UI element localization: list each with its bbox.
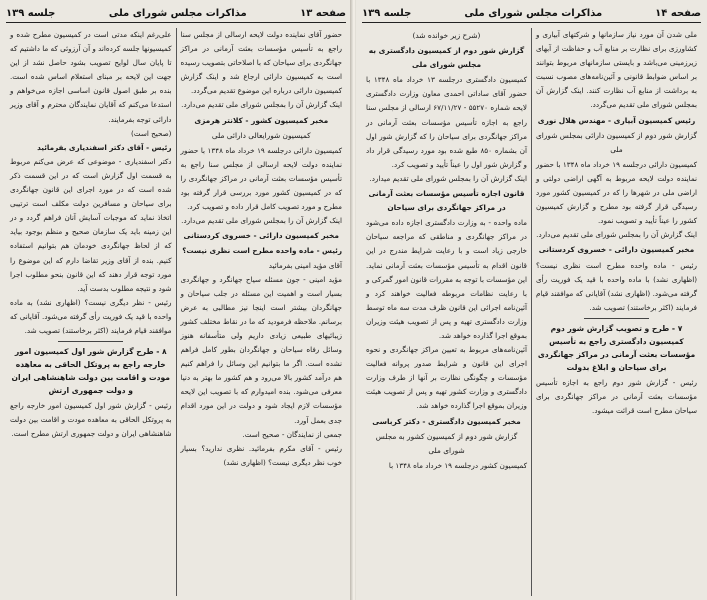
paragraph: جمعی از نمایندگان - صحیح است. <box>242 429 342 439</box>
report-title: گزارش شور دوم از کمیسیون دارائی بمجلس شورای ملی <box>536 130 697 154</box>
left-column-inner <box>177 28 347 596</box>
speaker-line: رئیس - آقای دکتر اسفندیاری بفرمائید <box>37 142 172 152</box>
right-page-header <box>362 4 701 23</box>
speaker-line: رئیس - ماده واحده مطرح است نظری نیست؟ <box>182 246 342 256</box>
left-column-outer <box>6 28 177 596</box>
reading-note: (شرح زیر خوانده شد) <box>412 31 481 40</box>
law-title: قانون اجازه تأسیس مؤسسات بعثت آرمانی در مراکز جهانگردی برای سیاحان <box>368 189 525 213</box>
paragraph: دکتر اسفندیاری - موضوعی که عرض می‌کنم مربوط به قسمت اول گزارش است که در این قسمت ذکر شده است که در مورد اجرای این قانون جهانگردی برای سیاحان و مسافرین دولت مکلف است ترتیبی اتخاذ نماید که موجبات آسایش آنان فراهم گردد و در این زمینه باید یک سازمان صحیح و منظم بوجود بیاید که از لحاظ جهانگردی خودمان هم بتوانیم استفاده کنیم. بنده از آقای وزیر تقاضا دارم که این موضوع را مورد توجه قرار دهند که این قانون بنحو مطلوب اجرا شود و نتیجه مطلوب بدست آید. <box>10 156 172 293</box>
paragraph: کمیسیون دارائی درجلسه ۱۹ خرداد ماه ۱۳۴۸ با حضور نماینده دولت لایحه مربوط به آگهی اراضی دولتی و اراضی ملی در شهر‌ها را که در کمیسیون کشور مورد رسیدگی قرار گرفته بود مطرح و گزارش کمیسیون کشور را عیناً تأیید و تصویب نمود. <box>536 159 697 226</box>
paragraph: کمیسیون دارائی درجلسه ۱۹ خرداد ماه ۱۳۴۸ با حضور نماینده دولت لایحه ارسالی از مجلس سنا راجع به تأسیس مؤسسات بعثت آرمانی در مراکز جهانگردی را که در کمیسیون کشور مورد بررسی قرار گرفته بود مطرح و مورد تصویب کامل قرار داده و تصویب کرد. <box>180 145 342 212</box>
signature-line: رئیس کمیسیون آبیاری - مهندس هلال نوری <box>537 115 696 125</box>
paragraph: رئیس - ماده واحده مطرح است نظری نیست؟ (اظهاری نشد) با ماده واحده با قید یک فوریت رأی گرفته می‌شود. (اظهاری نشد) آقایانی که موافقند قیام فرمایند (اکثر برخاستند) تصویب شد. <box>536 260 697 312</box>
right-page <box>356 0 707 600</box>
left-page-columns <box>6 28 346 596</box>
paragraph: مؤید امینی - جون مسئله سیاح جهانگرد و جهانگردی بسیار است و اهمیت این مسئله در جلب سیاحان و جهانگردان بیشتر است اینجا نیز مطالبی به عرض برسانم. ملاحظه فرمودید که ما در نقاط مختلف کشور زیبائیهای طبیعی زیادی داریم ولی متأسفانه هنوز وسائل رفاه سیاحان و جهانگردان بطور کامل فراهم نشده است. اگر ما بتوانیم این وسائل را فراهم کنیم هم درآمد کشور بالا می‌رود و هم کشور ما بهتر به دنیا معرفی می‌شود. بنده امیدوارم که با تصویب این لایحه مؤسسات لازم ایجاد شود و دولت در این مورد اقدام جدی بعمل آورد. <box>180 274 342 425</box>
paragraph: علی‌رغم اینکه مدتی است در کمیسیون مطرح شده و کمیسیونها جلسه کرده‌اند و آن آرزوئی که ما داشتیم که تا پایان سال لوایح تصویب بشود حاصل نشد از این جهت این لایحه بر مبنای استعلام اساس شده است. بنده بر طبق اصول قانون اساسی اجازه می‌خواهم و استدعا می‌کنم که آقایان نمایندگان محترم و آقای وزیر دارائی توجه بفرمایند. <box>10 30 172 124</box>
paragraph: آقای مؤید امینی بفرمائید <box>268 260 342 270</box>
signature-line: مخبر کمیسیون دارائی - خسروی کردستانی <box>538 245 695 255</box>
section-divider <box>58 341 123 342</box>
section-heading: ۸ - طرح گزارش شور اول کمیسیون امور خارجه راجع به پروتکل الحاقی به معاهده مودت و اقامت بین دولت شاهنشاهی ایران و دولت جمهوری ارتش <box>11 347 170 396</box>
right-column-inner <box>362 28 532 596</box>
left-page-session: جلسه ۱۳۹ <box>6 7 56 19</box>
report-title: گزارش شور دوم از کمیسیون دادگستری به مجلس شورای ملی <box>368 46 525 70</box>
left-page <box>0 0 352 600</box>
section-heading: ۷ - طرح و تصویب گزارش شور دوم کمیسیون دادگستری راجع به تأسیس مؤسسات بعثت آرمانی در مراکز جهانگردی برای سیاحان و ابلاغ بدولت <box>537 323 696 372</box>
report-title: گزارش شور دوم از کمیسیون کشور به مجلس شورای ملی <box>375 431 518 455</box>
paragraph: ماده واحده - به وزارت دادگستری اجازه داده می‌شود در مراکز جهانگردی و مناطقی که مراجعه سیاحان خارجی زیاد است و با رعایت شرایط مندرج در این قانون اقدام به تأسیس مؤسسات بعثت آرمانی نماید. این مؤسسات با توجه به مقررات قانون امور گمرکی و با رعایت نظامات مربوطه فعالیت خواهند کرد و آئین‌نامه اجرائی این قانون ظرف مدت سه ماه توسط وزارت دادگستری تهیه و پس از تصویب هیئت وزیران بموقع اجرا گذارده خواهد شد. <box>366 218 527 340</box>
left-page-header <box>6 4 346 23</box>
right-column-outer <box>532 28 701 596</box>
paragraph: رئیس - نظر دیگری نیست؟ (اظهاری نشد) به ماده واحده با قید یک فوریت رأی گرفته می‌شود. آقایانی که موافقند قیام فرمایند (اکثر برخاستند) تصویب شد. <box>10 297 172 335</box>
paragraph: حضور آقای نماینده دولت لایحه ارسالی از مجلس سنا راجع به تأسیس مؤسسات بعثت آرمانی در مراکز جهانگردی برای سیاحان که با اصلاحاتی بتصویب رسیده است به کمیسیون دارائی ارجاع شد و اینک گزارش کمیسیون دارائی درباره این موضوع تقدیم می‌گردد. <box>180 30 342 96</box>
report-title: کمیسیون شورایعالی دارائی ملی <box>211 130 311 140</box>
section-divider <box>584 318 648 319</box>
paragraph: آئین‌نامه‌های مربوط به تعیین مراکز جهانگردی و نحوه اجرای این قانون و شرایط صدور پروانه فعالیت مؤسسات و چگونگی نظارت بر آنها از طرف وزارت دادگستری و وزارت کشور تهیه و پس از تصویب هیئت وزیران بموقع اجرا گذارده خواهد شد. <box>366 345 527 411</box>
paragraph: کمیسیون دادگستری درجلسه ۱۳ خرداد ماه ۱۳۴۸ با حضور آقای ساداتی احمدی معاون وزارت دادگستری لایحه شماره ۵۵۲۷۰ - ۶۷/۱۱/۲۷ ارسالی از مجلس سنا راجع به اجازه تأسیس مؤسسات بعثت آرمانی در مراکز جهانگردی برای سیاحان را که گزارش شور اول آن بشماره ۸۵۰ طبع شده بود مورد رسیدگی قرار داد و گزارش شور اول را عیناً تأیید و تصویب کرد. <box>366 75 528 169</box>
paragraph: اینک گزارش آن را بمجلس شورای ملی تقدیم می‌دارد. <box>181 100 342 110</box>
paragraph: رئیس - گزارش شور اول کمیسیون امور خارجه راجع به پروتکل الحاقی به معاهده مودت و اقامت بین دولت شاهنشاهی ایران و دولت جمهوری ارتش مطرح است. <box>10 401 172 439</box>
paragraph: اینک گزارش آن را بمجلس شورای ملی تقدیم می‌دارد. <box>536 230 697 240</box>
paragraph: (صحیح است) <box>130 128 172 138</box>
right-page-columns <box>362 28 701 596</box>
right-page-number: صفحه ۱۴ <box>655 7 701 19</box>
right-page-session: جلسه ۱۳۹ <box>362 7 412 19</box>
left-page-title: مذاکرات مجلس شورای ملی <box>108 7 247 19</box>
signature-line: مخبر کمیسیون کشور - کلانتر هرمزی <box>194 115 329 125</box>
paragraph: ملی شدن آن مورد نیاز سازمانها و شرکتهای آبیاری و کشاورزی برای نظارت بر منابع آب و حفاظت از آبهای زیرزمینی می‌باشد و بایستی سازمانهای مربوط بتوانند بر اساس ضوابط قانونی و آئین‌نامه‌های مصوب نسبت به برداشت از منابع آب نظارت کنند. اینک گزارش آن بمجلس شورای ملی تقدیم می‌گردد. <box>536 30 697 110</box>
paragraph: رئیس - گزارش شور دوم راجع به اجازه تأسیس مؤسسات بعثت آرمانی در مراکز جهانگردی برای سیاحان مطرح است قرائت میشود. <box>536 377 697 416</box>
paragraph: اینک گزارش آن را بمجلس شورای ملی تقدیم میدارد. <box>369 173 527 183</box>
signature-line: مخبر کمیسیون دادگستری - دکتر کرباسی <box>372 416 521 426</box>
paragraph: کمیسیون کشور درجلسه ۱۹ خرداد ماه ۱۳۴۸ با <box>388 460 527 470</box>
left-page-number: صفحه ۱۳ <box>300 7 346 19</box>
right-page-title: مذاکرات مجلس شورای ملی <box>464 7 603 19</box>
paragraph: اینک گزارش آن را بمجلس شورای ملی تقدیم می‌دارد. <box>181 216 342 226</box>
paragraph: رئیس - آقای مکرم بفرمائید. نظری ندارید؟ بسیار خوب نظر دیگری نیست؟ (اظهاری نشد) <box>180 443 342 467</box>
signature-line: مخبر کمیسیون دارائی - خسروی کردستانی <box>183 231 339 241</box>
